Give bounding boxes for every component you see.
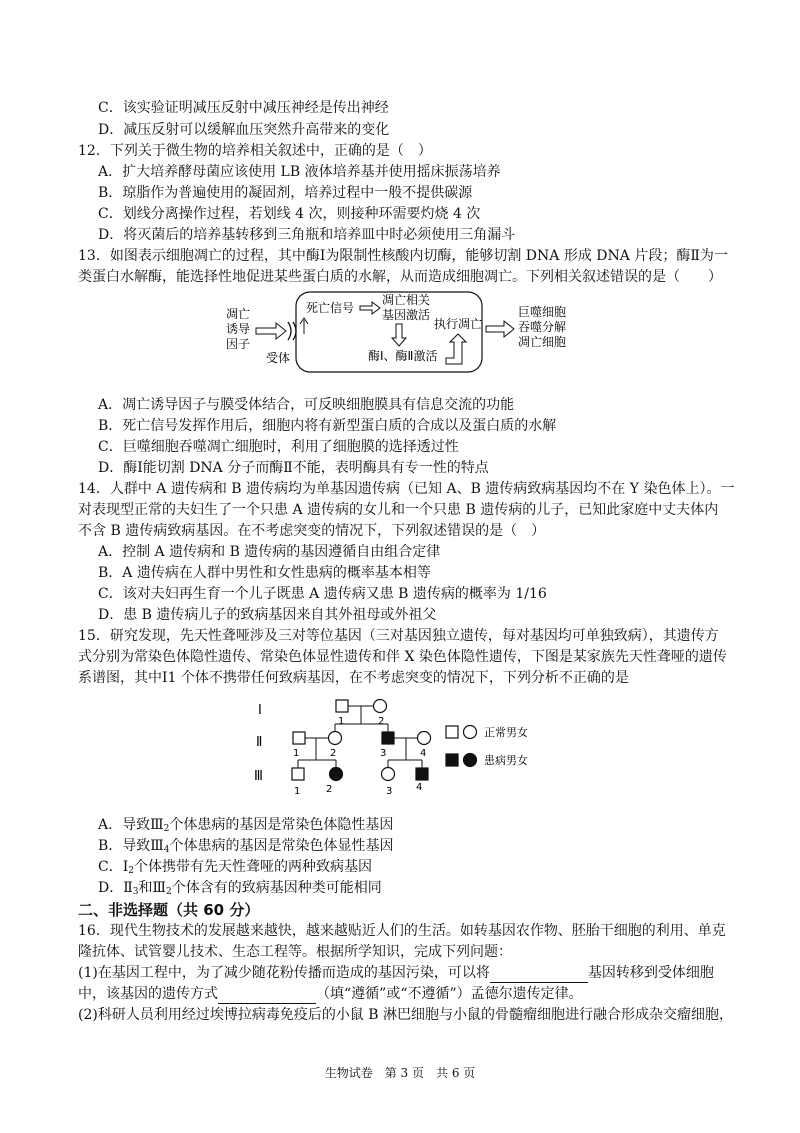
- II3-number: 3: [380, 748, 387, 759]
- macrophage-label-3: 凋亡细胞: [518, 335, 567, 349]
- q13-stem-line1: 13．如图表示细胞凋亡的过程，其中酶Ⅰ为限制性核酸内切酶，能够切割 DNA 形成 DNA 片段；酶Ⅱ为一: [78, 248, 728, 264]
- macrophage-label-2: 吞噬分解: [518, 320, 567, 334]
- section-heading: 二、非选择题（共 60 分）: [78, 901, 260, 919]
- q15-stem-line1: 15．研究发现，先天性聋哑涉及三对等位基因（三对基因独立遗传，每对基因均可单独致病），其遗传方: [78, 628, 719, 644]
- enzyme-activation-label: 酶Ⅰ、酶Ⅱ激活: [368, 349, 438, 363]
- pedigree-chart: [250, 690, 580, 798]
- III3-normal-female: [382, 768, 395, 781]
- inducer-label-2: 诱导: [226, 322, 251, 336]
- q15-b-post: 个体患病的基因是常染色体显性基因: [169, 838, 394, 854]
- legend-affected-female-icon: [464, 754, 477, 767]
- III4-affected-male: [416, 768, 428, 780]
- q15-b-sub: 4: [163, 845, 170, 855]
- q14-option-a: A．控制 A 遗传病和 B 遗传病的基因遵循自由组合定律: [98, 544, 441, 560]
- generation-label-3: Ⅲ: [254, 769, 263, 784]
- III1-normal-male: [292, 768, 304, 780]
- II4-normal-female: [418, 732, 431, 745]
- q16-part2-line1: (2)科研人员利用经过埃博拉病毒免疫后的小鼠 B 淋巴细胞与小鼠的骨髓瘤细胞进行融合形成杂交瘤细胞，: [78, 1007, 734, 1023]
- q16-stem-line1: 16．现代生物技术的发展越来越快，越来越贴近人们的生活。如转基因农作物、胚胎干细胞的利用、单克: [78, 923, 726, 939]
- page-footer: 生物试卷 第 3 页 共 6 页: [324, 1066, 476, 1080]
- q15-d-post: 个体含有的致病基因种类可能相同: [171, 880, 382, 896]
- q16-p1-text-a: (1)在基因工程中，为了减少随花粉传播而造成的基因污染，可以将: [78, 965, 490, 981]
- death-signal-label: 死亡信号: [306, 301, 355, 315]
- q13-stem-line2: 类蛋白水解酶，能选择性地促进某些蛋白质的水解，从而造成细胞凋亡。下列相关叙述错误的是（ ）: [78, 269, 722, 285]
- q16-part1-line1: [78, 963, 714, 983]
- II1-number: 1: [293, 748, 300, 759]
- signal-path-arrow: [300, 318, 308, 334]
- q15-c-post: 个体携带有先天性聋哑的两种致病基因: [133, 859, 372, 875]
- II3-affected-male: [382, 732, 394, 744]
- q15-option-d: [98, 878, 382, 902]
- III3-number: 3: [386, 786, 393, 797]
- q13-option-c: C．巨噬细胞吞噬凋亡细胞时，利用了细胞膜的选择透过性: [98, 439, 459, 455]
- hollow-arrow-1: [256, 323, 286, 339]
- q11-option-d: D．减压反射可以缓解血压突然升高带来的变化: [98, 122, 390, 138]
- II2-normal-female: [329, 732, 342, 745]
- III1-number: 1: [294, 786, 301, 797]
- II4-number: 4: [420, 748, 427, 759]
- q14-option-d: D．患 B 遗传病儿子的致病基因来自其外祖母或外祖父: [98, 607, 437, 623]
- q16-answer-blank-1[interactable]: [490, 968, 588, 983]
- I2-number: 2: [378, 716, 385, 727]
- inducer-label-3: 因子: [226, 337, 251, 351]
- III2-number: 2: [326, 784, 333, 795]
- legend-affected-label: 患病男女: [484, 754, 528, 767]
- q13-option-d: D．酶Ⅰ能切割 DNA 分子而酶Ⅱ不能，表明酶具有专一性的特点: [98, 460, 489, 476]
- I1-normal-male: [336, 700, 348, 712]
- q16-part1-line2: [78, 984, 583, 1004]
- q15-d-sub1: 3: [132, 887, 139, 897]
- q15-d-pre: D．Ⅱ: [98, 880, 133, 896]
- q15-a-post: 个体患病的基因是常染色体隐性基因: [169, 817, 394, 833]
- generation-label-2: Ⅱ: [256, 735, 263, 750]
- apoptosis-diagram: [220, 286, 580, 382]
- q14-stem-line2: 对表现型正常的夫妇生了一个只患 A 遗传病的女儿和一个只患 B 遗传病的儿子，已知此家庭中丈夫体内: [78, 502, 719, 518]
- legend-normal-female-icon: [464, 726, 477, 739]
- q15-b-pre: B．导致Ⅲ: [98, 838, 164, 854]
- III4-number: 4: [416, 782, 423, 793]
- macrophage-label-1: 巨噬细胞: [518, 305, 567, 319]
- q12-option-b: B．琼脂作为普遍使用的凝固剂，培养过程中一般不提供碳源: [98, 185, 473, 201]
- receptor-shape: [288, 322, 296, 340]
- q12-option-c: C．划线分离操作过程，若划线 4 次，则接种环需要灼烧 4 次: [98, 206, 481, 222]
- II2-number: 2: [330, 748, 337, 759]
- q16-stem-line2: 隆抗体、试管婴儿技术、生态工程等。根据所学知识，完成下列问题：: [78, 944, 512, 960]
- q15-a-sub: 2: [163, 824, 170, 834]
- hollow-arrow-2: [360, 302, 380, 314]
- III2-affected-female: [330, 768, 343, 781]
- q14-option-c: C．该对夫妇再生育一个儿子既患 A 遗传病又患 B 遗传病的概率为 1/16: [98, 586, 547, 602]
- q12-option-d: D．将灭菌后的培养基转移到三角瓶和培养皿中时必须使用三角漏斗: [98, 227, 516, 243]
- gene-activation-label-2: 基因激活: [382, 308, 431, 322]
- execute-apoptosis-label: 执行凋亡: [434, 317, 483, 331]
- hollow-arrow-3: [486, 321, 514, 337]
- q16-p1-text-c: 中，该基因的遗传方式: [78, 986, 218, 1002]
- q15-d-sub2: 2: [166, 887, 172, 897]
- q13-option-a: A．凋亡诱导因子与膜受体结合，可反映细胞膜具有信息交流的功能: [98, 397, 515, 413]
- q12-stem: 12．下列关于微生物的培养相关叙述中，正确的是（ ）: [78, 143, 432, 159]
- hollow-arrow-down: [392, 324, 406, 346]
- q16-p1-text-b: 基因转移到受体细胞: [587, 965, 714, 981]
- q15-a-pre: A．导致Ⅲ: [98, 817, 164, 833]
- q14-stem-line1: 14．人群中 A 遗传病和 B 遗传病均为单基因遗传病（已知 A、B 遗传病致病基因均不在 Y 染色体上）。一: [78, 481, 735, 497]
- q15-c-pre: C．Ⅰ: [98, 859, 129, 875]
- q15-stem-line3: 系谱图，其中Ⅰ1 个体不携带任何致病基因，在不考虑突变的情况下，下列分析不正确的是: [78, 670, 629, 686]
- legend-normal-label: 正常男女: [484, 726, 528, 739]
- q15-d-mid: 和Ⅲ: [138, 880, 166, 896]
- q12-option-a: A．扩大培养酵母菌应该使用 LB 液体培养基并使用摇床振荡培养: [98, 164, 501, 180]
- q16-p1-text-d: （填“遵循”或“不遵循”）孟德尔遗传定律。: [316, 986, 583, 1002]
- generation-label-1: Ⅰ: [258, 703, 262, 718]
- legend-normal-male-icon: [446, 726, 458, 738]
- q16-answer-blank-2[interactable]: [218, 989, 316, 1004]
- gene-activation-label-1: 凋亡相关: [382, 293, 431, 307]
- I2-normal-female: [374, 700, 387, 713]
- hollow-arrow-up: [446, 334, 466, 364]
- I1-number: 1: [338, 716, 345, 727]
- q14-option-b: B．A 遗传病在人群中男性和女性患病的概率基本相等: [98, 565, 431, 581]
- q13-option-b: B．死亡信号发挥作用后，细胞内将有新型蛋白质的合成以及蛋白质的水解: [98, 418, 557, 434]
- q11-option-c: C．该实验证明减压反射中减压神经是传出神经: [98, 100, 389, 116]
- II1-normal-male: [293, 732, 305, 744]
- receptor-label: 受体: [266, 351, 291, 365]
- inducer-label-1: 凋亡: [226, 307, 251, 321]
- q15-c-sub: 2: [128, 866, 134, 876]
- q14-stem-line3: 不含 B 遗传病致病基因。在不考虑突变的情况下，下列叙述错误的是（ ）: [78, 523, 546, 539]
- q15-stem-line2: 式分别为常染色体隐性遗传、常染色体显性遗传和伴 X 染色体隐性遗传，下图是某家族先天性聋哑的遗传: [78, 649, 727, 665]
- legend-affected-male-icon: [446, 754, 458, 766]
